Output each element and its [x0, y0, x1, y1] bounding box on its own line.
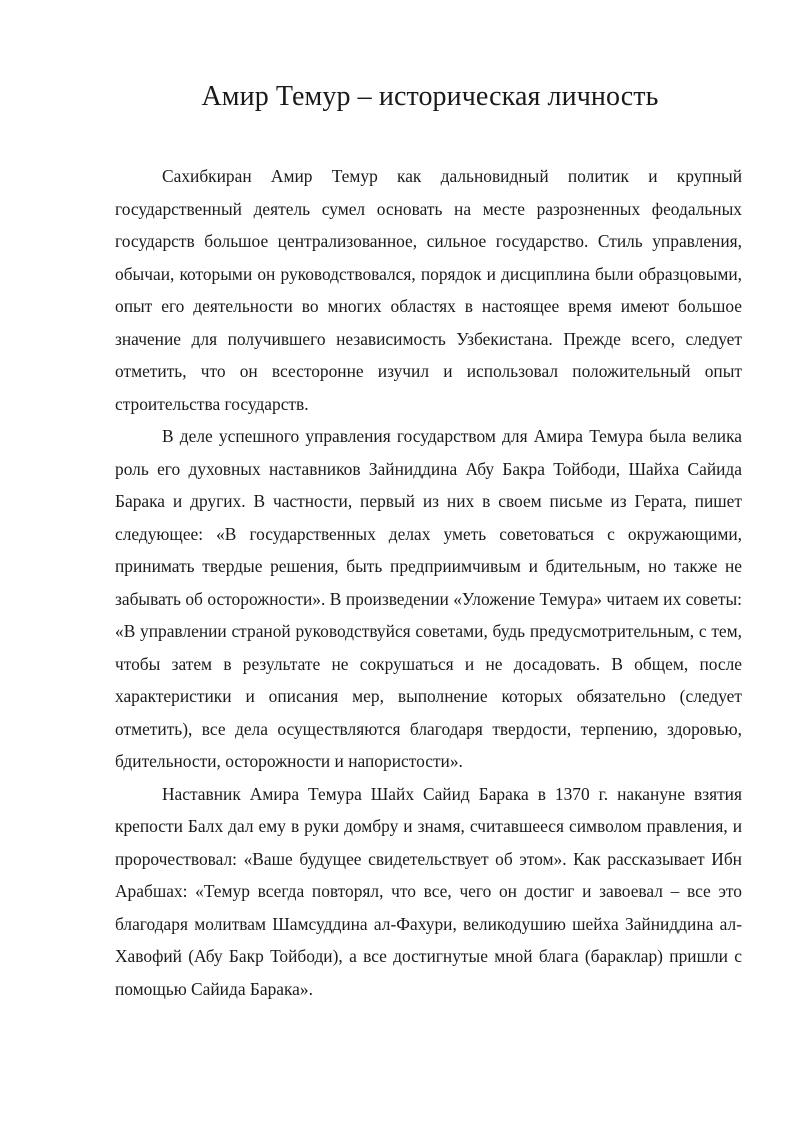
paragraph-1: Сахибкиран Амир Темур как дальновидный политик и крупный государственный деятель сумел основать на месте разрозненных феодальных государств большое централизованное, сильное государство. Стиль управления, обычаи, которыми он руководствовался, порядок и дисциплина были образцовыми, опыт его деятельности во многих областях в настоящее время имеют большое значение для получившего независимость Узбекистана. Прежде всего, следует отметить, что он всесторонне изучил и использовал положительный опыт строительства государств.	[115, 166, 742, 414]
paragraph-3: Наставник Амира Темура Шайх Сайид Барака в 1370 г. накануне взятия крепости Балх дал ему в руки домбру и знамя, считавшееся символом правления, и пророчествовал: «Ваше будущее свидетельствует об этом». Как рассказывает Ибн Арабшах: «Темур всегда повторял, что все, чего он достиг и завоевал – все это благодаря молитвам Шамсуддина ал-Фахури, великодушию шейха Зайниддина ал-Хавофий (Абу Бакр Тойбоди), а все достигнутые мной блага (бараклар) пришли с помощью Сайида Барака».	[115, 783, 742, 999]
document-title: Амир Темур – историческая личность	[201, 81, 659, 112]
document-body	[115, 160, 742, 1005]
paragraph-2: В деле успешного управления государством для Амира Темура была велика роль его духовных наставников Зайниддина Абу Бакра Тойбоди, Шайха Сайида Барака и других. В частности, первый из них в своем письме из Герата, пишет следующее: «В государственных делах уметь советоваться с окружающими, принимать твердые решения, быть предприимчивым и бдительным, но также не забывать об осторожности». В произведении «Уложение Темура» читаем их советы: «В управлении страной руководствуйся советами, будь предусмотрительным, с тем, чтобы затем в результате не сокрушаться и не досадовать. В общем, после характеристики и описания мер, выполнение которых обязательно (следует отметить), все дела осуществляются благодаря твердости, терпению, здоровью, бдительности, осторожности и напористости».	[115, 426, 742, 771]
